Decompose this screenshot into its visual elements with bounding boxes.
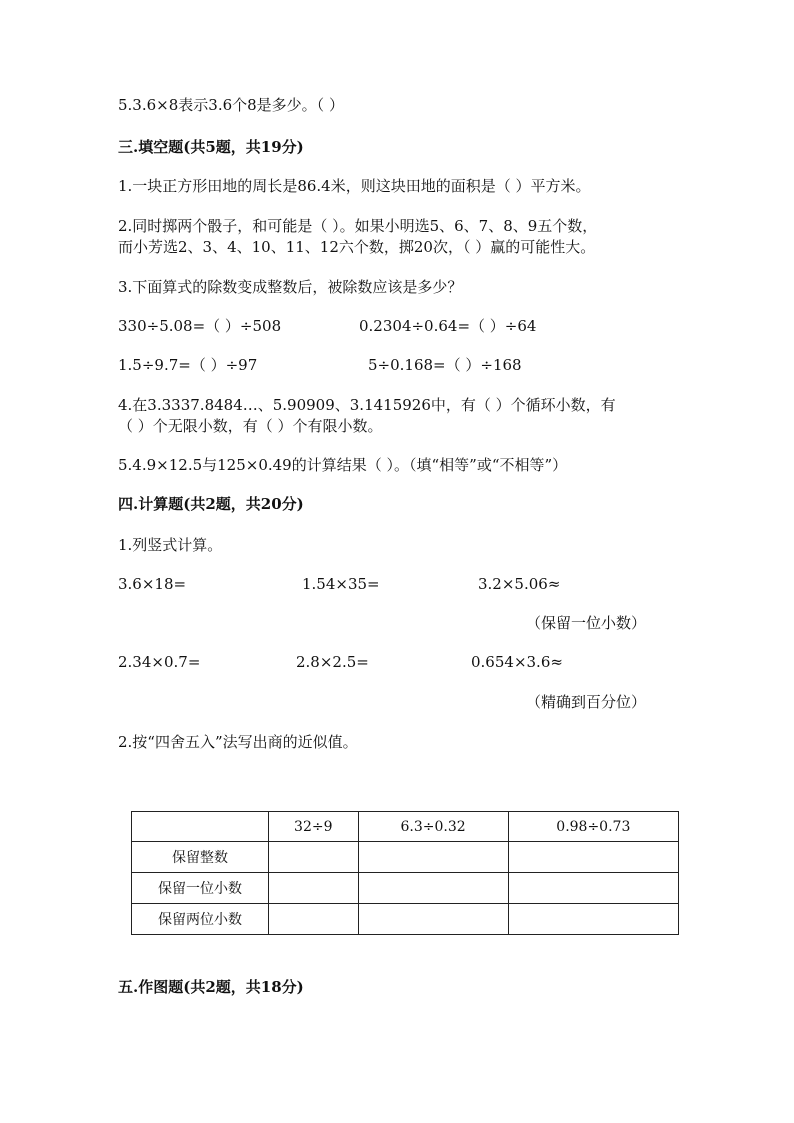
answer-cell: [358, 842, 508, 873]
table-row-label: 保留两位小数: [132, 904, 269, 935]
section-4-heading: 四.计算题(共2题，共20分): [118, 495, 304, 513]
calc-item-2: 1.54×35=: [302, 575, 380, 593]
fill-question-3: 3.下面算式的除数变成整数后，被除数应该是多少？: [118, 278, 463, 296]
answer-cell: [269, 873, 359, 904]
fill-question-4-line2: （ ）个无限小数，有（ ）个有限小数。: [118, 417, 383, 435]
table-header-cell: 6.3÷0.32: [358, 812, 508, 842]
question-5-prev: 5.3.6×8表示3.6个8是多少。（ ）: [118, 96, 344, 114]
table-row: [132, 842, 679, 873]
fill-question-5: 5.4.9×12.5与125×0.49的计算结果（ ）。（填“相等”或“不相等”）: [118, 456, 568, 474]
answer-cell: [269, 842, 359, 873]
calc-item-5: 2.8×2.5=: [296, 653, 369, 671]
fill-question-4-line1: 4.在3.3337.8484…、5.90909、3.1415926中，有（ ）个循环小数，有: [118, 396, 616, 414]
section-5-heading: 五.作图题(共2题，共18分): [118, 978, 304, 996]
calc-question-2: 2.按“四舍五入”法写出商的近似值。: [118, 733, 358, 751]
calc-item-6: 0.654×3.6≈: [471, 653, 563, 671]
calc-item-1: 3.6×18=: [118, 575, 187, 593]
answer-cell: [358, 904, 508, 935]
division-item-1: 330÷5.08=（ ）÷508: [118, 317, 282, 335]
fill-question-2-line1: 2.同时掷两个骰子，和可能是（ ）。如果小明选5、6、7、8、9五个数，: [118, 217, 598, 235]
division-item-3: 1.5÷9.7=（ ）÷97: [118, 356, 258, 374]
answer-cell: [508, 904, 678, 935]
table-row-label: 保留整数: [132, 842, 269, 873]
answer-cell: [508, 873, 678, 904]
table-row: [132, 904, 679, 935]
table-header-cell: 32÷9: [269, 812, 359, 842]
table-row-label: 保留一位小数: [132, 873, 269, 904]
fill-question-1: 1.一块正方形田地的周长是86.4米，则这块田地的面积是（ ）平方米。: [118, 177, 591, 195]
calc-item-3: 3.2×5.06≈: [478, 575, 561, 593]
table-header-row: [132, 812, 679, 842]
approximation-table: [131, 811, 679, 935]
table-header-cell: [132, 812, 269, 842]
calc-item-4: 2.34×0.7=: [118, 653, 201, 671]
table-row: [132, 873, 679, 904]
answer-cell: [508, 842, 678, 873]
answer-cell: [269, 904, 359, 935]
fill-question-2-line2: 而小芳选2、3、4、10、11、12六个数，掷20次，（ ）赢的可能性大。: [118, 238, 596, 256]
answer-cell: [358, 873, 508, 904]
calc-note-1: （保留一位小数）: [526, 614, 647, 632]
calc-question-1: 1.列竖式计算。: [118, 536, 223, 554]
section-3-heading: 三.填空题(共5题，共19分): [118, 138, 304, 156]
division-item-2: 0.2304÷0.64=（ ）÷64: [359, 317, 537, 335]
division-item-4: 5÷0.168=（ ）÷168: [368, 356, 522, 374]
table-header-cell: 0.98÷0.73: [508, 812, 678, 842]
calc-note-2: （精确到百分位）: [526, 693, 647, 711]
